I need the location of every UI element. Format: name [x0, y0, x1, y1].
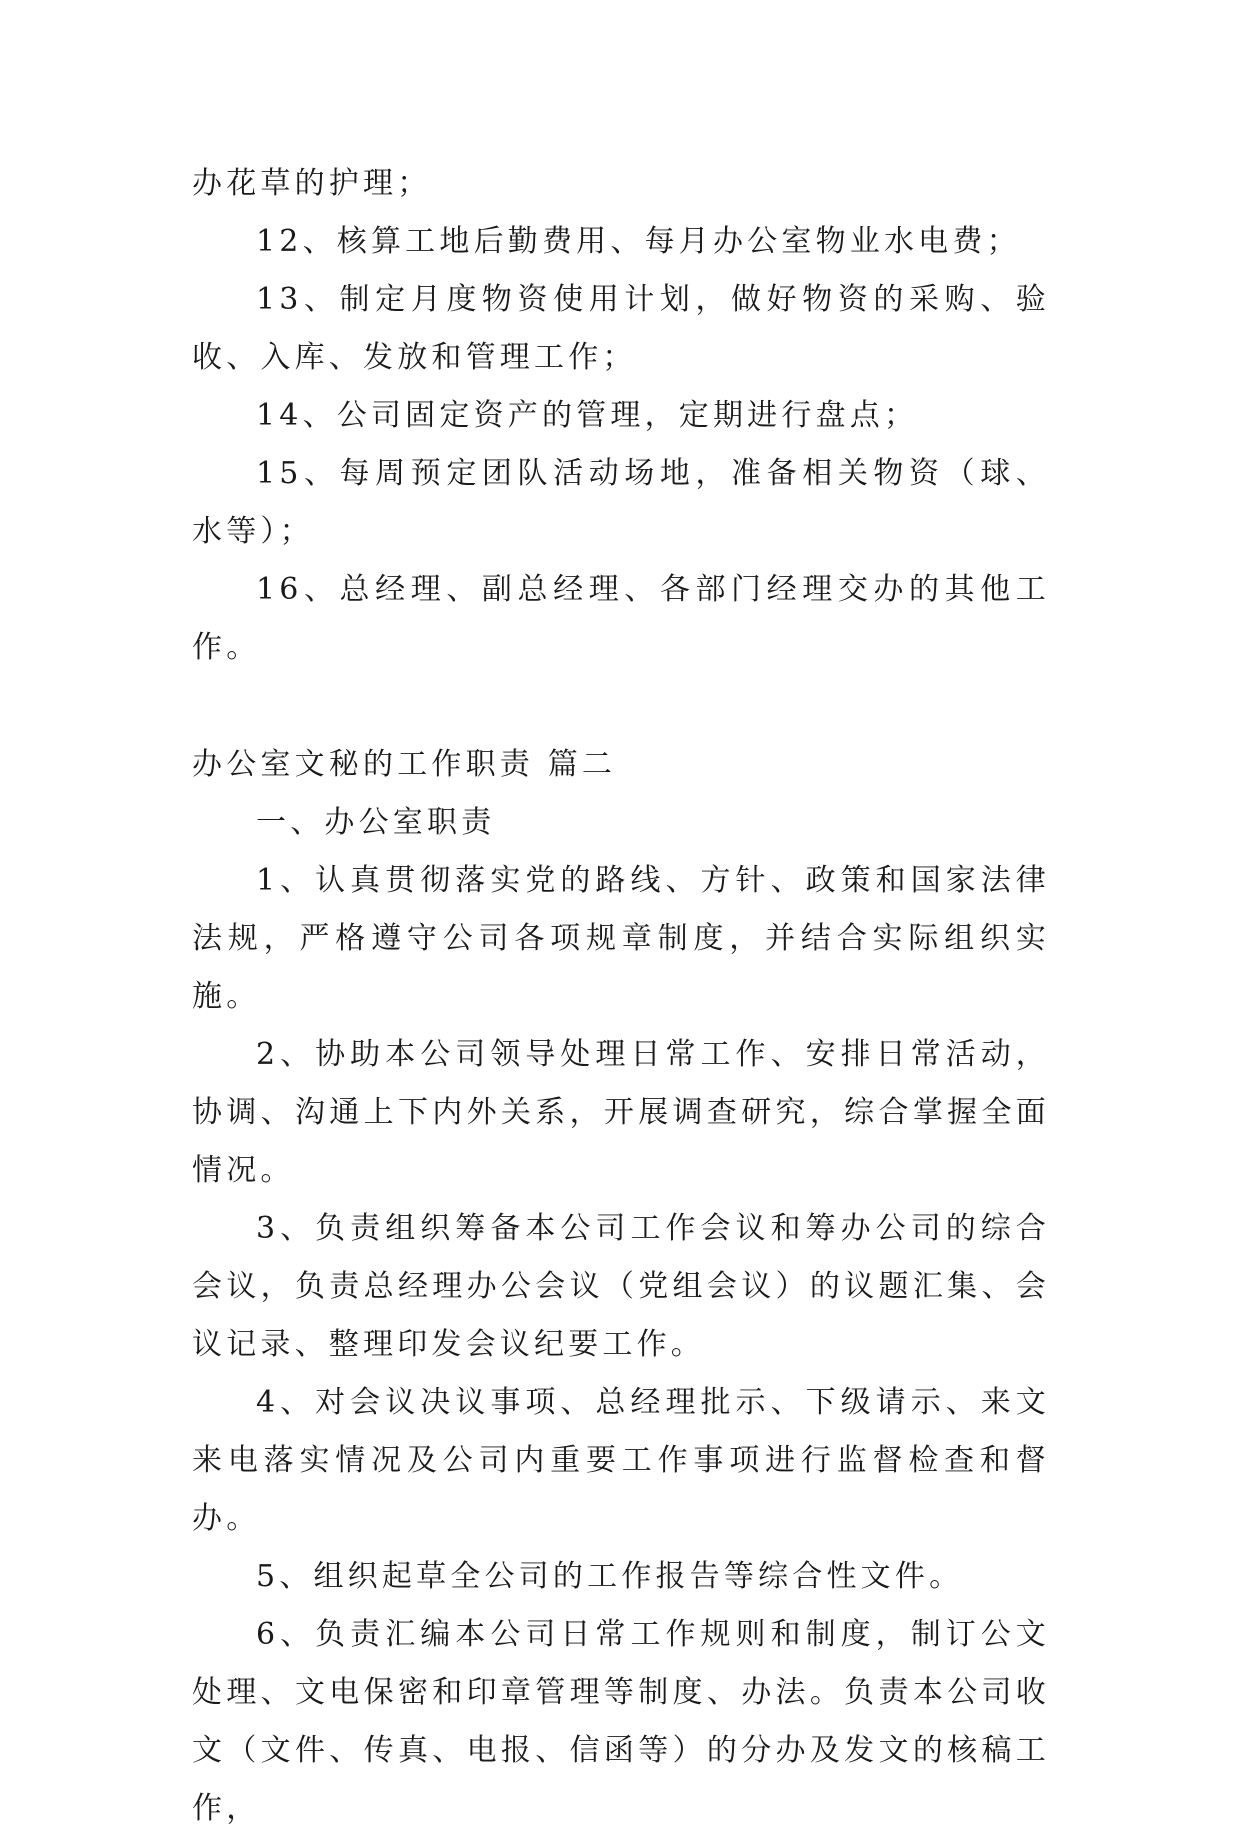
list-item-13: 13、制定月度物资使用计划，做好物资的采购、验收、入库、发放和管理工作； [192, 282, 1050, 375]
subsection-heading: 一、办公室职责 [256, 805, 496, 840]
document-page [192, 155, 1050, 1838]
duty-item-2: 2、协助本公司领导处理日常工作、安排日常活动，协调、沟通上下内外关系，开展调查研究，综合掌握全面情况。 [192, 1037, 1050, 1188]
list-item-14: 14、公司固定资产的管理，定期进行盘点； [256, 398, 919, 433]
duty-item-3: 3、负责组织筹备本公司工作会议和筹办公司的综合会议，负责总经理办公会议（党组会议）的议题汇集、会议记录、整理印发会议纪要工作。 [192, 1211, 1050, 1362]
duty-item-4: 4、对会议决议事项、总经理批示、下级请示、来文来电落实情况及公司内重要工作事项进行监督检查和督办。 [192, 1385, 1050, 1536]
duty-item-6: 6、负责汇编本公司日常工作规则和制度，制订公文处理、文电保密和印章管理等制度、办法。负责本公司收文（文件、传真、电报、信函等）的分办及发文的核稿工作， [192, 1617, 1050, 1826]
list-item-15: 15、每周预定团队活动场地，准备相关物资（球、水等）； [192, 456, 1050, 549]
duty-item-5: 5、组织起草全公司的工作报告等综合性文件。 [256, 1559, 964, 1594]
section-heading: 办公室文秘的工作职责 篇二 [192, 747, 617, 782]
list-item-16: 16、总经理、副总经理、各部门经理交办的其他工作。 [192, 572, 1050, 665]
continuation-paragraph: 办花草的护理； [192, 166, 432, 201]
duty-item-1: 1、认真贯彻落实党的路线、方针、政策和国家法律法规，严格遵守公司各项规章制度，并结合实际组织实施。 [192, 863, 1050, 1014]
list-item-12: 12、核算工地后勤费用、每月办公室物业水电费； [256, 224, 1021, 259]
